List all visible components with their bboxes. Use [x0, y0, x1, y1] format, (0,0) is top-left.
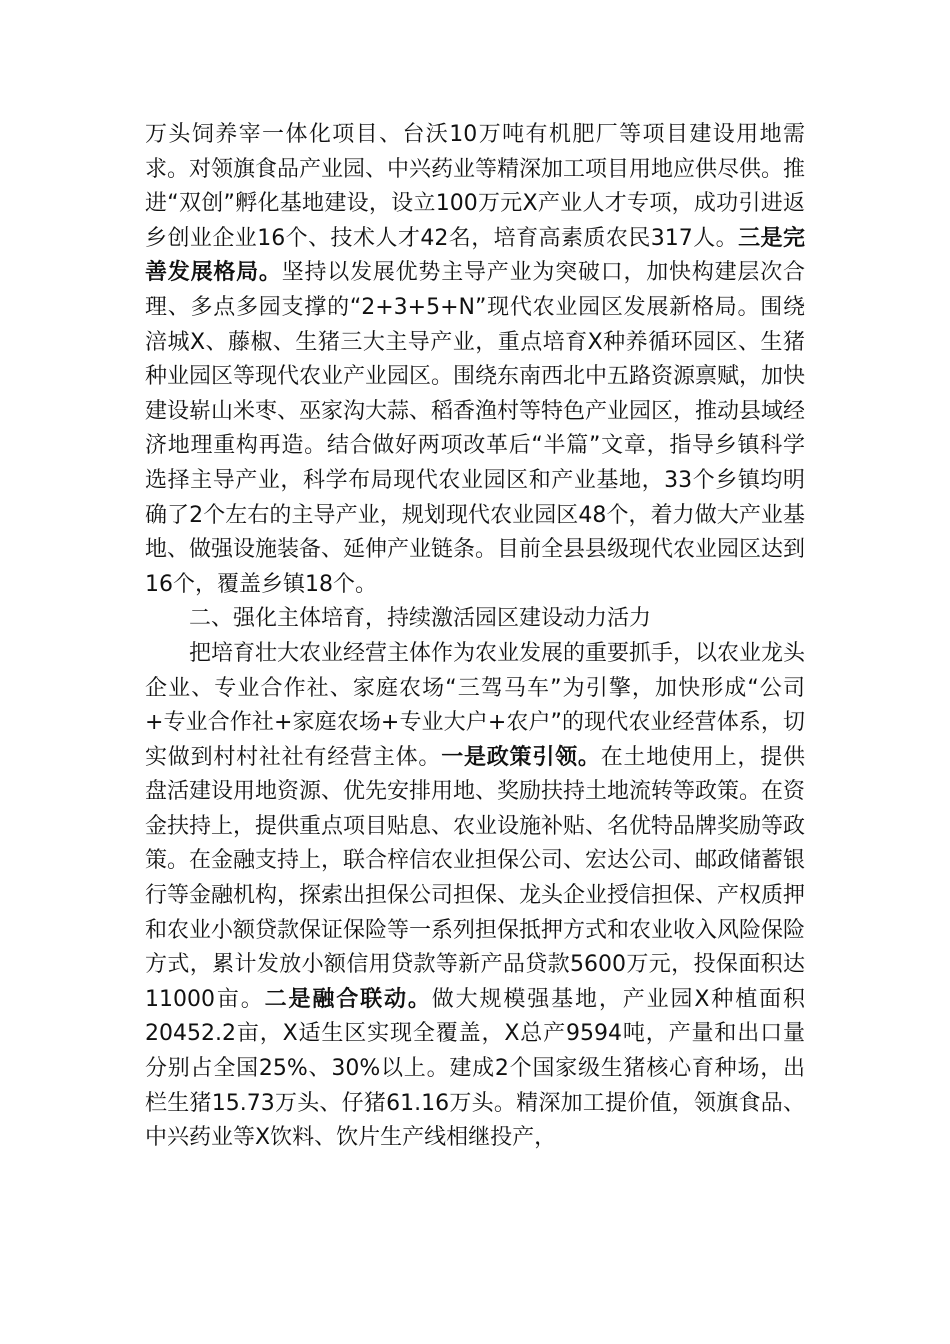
- paragraph-text: 把培育壮大农业经营主体作为农业发展的重要抓手，以农业龙头企业、专业合作社、家庭农场“三驾马车”为引擎，加快形成“公司+专业合作社+家庭农场+专业大户+农户”的现代农业经营体系，切实做到村村社社有经营主体。: [145, 640, 806, 770]
- paragraph-land-and-layout: [145, 118, 805, 602]
- paragraph-text: 坚持以发展优势主导产业为突破口，加快构建层次合理、多点多园支撑的“2+3+5+N”现代农业园区发展新格局。围绕涪城X、藤椒、生猪三大主导产业，重点培育X种养循环园区、生猪种业园区等现代农业产业园区。围绕东南西北中五路资源禀赋，加快建设崭山米枣、巫家沟大蒜、稻香渔村等特色产业园区，推动县域经济地理重构再造。结合做好两项改革后“半篇”文章，指导乡镇科学选择主导产业，科学布局现代农业园区和产业基地，33个乡镇均明确了2个左右的主导产业，规划现代农业园区48个，着力做大产业基地、做强设施装备、延伸产业链条。目前全县县级现代农业园区达到16个，覆盖乡镇18个。: [145, 260, 806, 597]
- paragraph-text: 做大规模强基地，产业园X种植面积20452.2亩，X适生区实现全覆盖，X总产9594吨，产量和出口量分别占全国25%、30%以上。建成2个国家级生猪核心育种场，出栏生猪15.73万头、仔猪61.16万头。精深加工提价值，领旗食品、中兴药业等X饮料、饮片生产线相继投产，: [145, 986, 805, 1151]
- document-page: [145, 118, 805, 1156]
- paragraph-text: 在土地使用上，提供盘活建设用地资源、优先安排用地、奖励扶持土地流转等政策。在资金扶持上，提供重点项目贴息、农业设施补贴、名优特品牌奖励等政策。在金融支持上，联合梓信农业担保公司、宏达公司、邮政储蓄银行等金融机构，探索出担保公司担保、龙头企业授信担保、产权质押和农业小额贷款保证保险等一系列担保抵押方式和农业收入风险保险方式，累计发放小额信用贷款等新产品贷款5600万元，投保面积达11000亩。: [145, 744, 806, 1012]
- section-heading-2: 二、强化主体培育，持续激活园区建设动力活力: [189, 606, 652, 632]
- bold-heading-first: 一是政策引领。: [441, 744, 601, 770]
- paragraph-main-entities: [145, 637, 805, 1156]
- bold-heading-third: 三是完善发展格局。: [145, 225, 805, 286]
- paragraph-text: 万头饲养宰一体化项目、台沃10万吨有机肥厂等项目建设用地需求。对领旗食品产业园、中兴药业等精深加工项目用地应供尽供。推进“双创”孵化基地建设，设立100万元X产业人才专项，成功引进返乡创业企业16个、技术人才42名，培育高素质农民317人。: [145, 122, 806, 251]
- bold-heading-second: 二是融合联动。: [264, 986, 432, 1012]
